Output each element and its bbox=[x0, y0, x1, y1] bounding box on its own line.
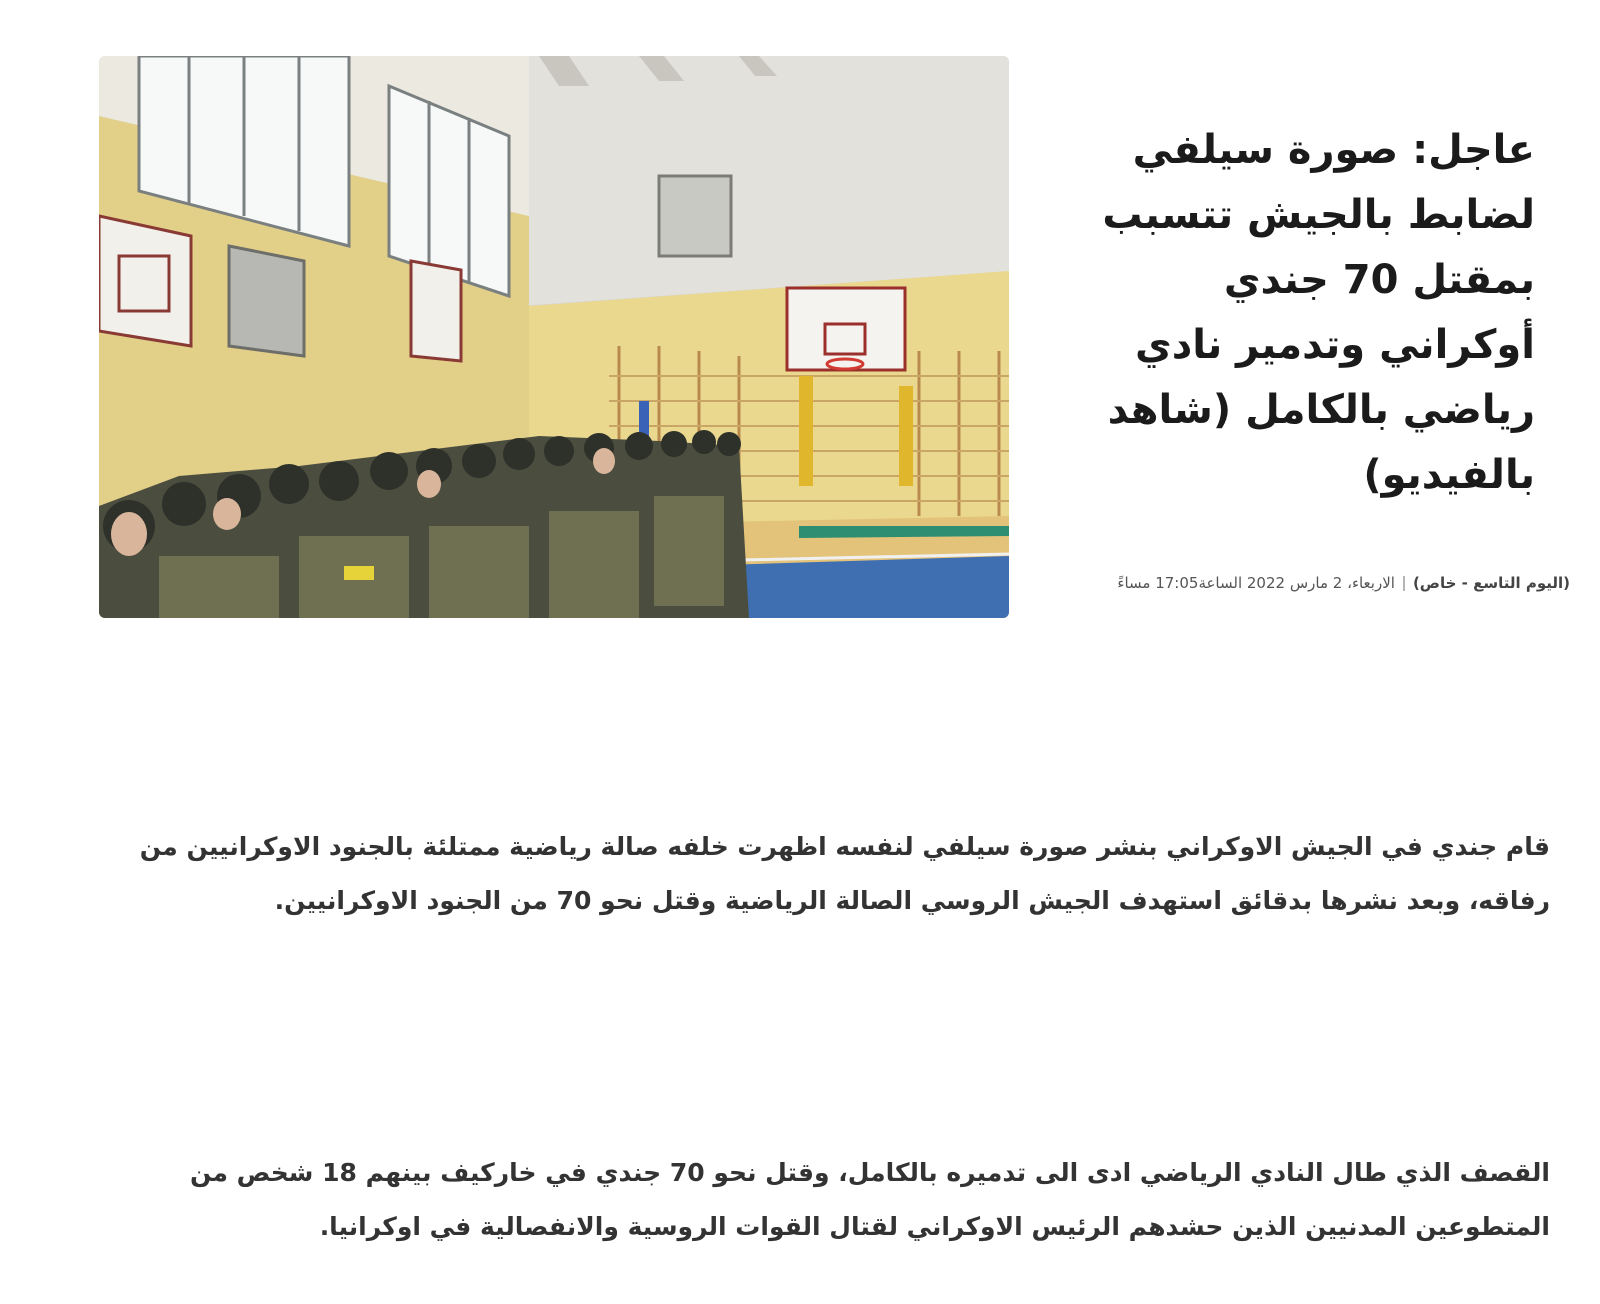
article-paragraph: قام جندي في الجيش الاوكراني بنشر صورة سيلفي لنفسه اظهرت خلفه صالة رياضية ممتلئة بالجنود الاوكرانيين من رفاقه، وبعد نشرها بدقائق استهدف الجيش الروسي الصالة الرياضية وقتل نحو 70 من الجنود الاوكرانيين. bbox=[139, 832, 1550, 915]
article-meta bbox=[1040, 574, 1570, 592]
photo-illustration bbox=[99, 56, 1009, 618]
article-photo[interactable] bbox=[99, 56, 1009, 618]
article-date: الاربعاء، 2 مارس 2022 الساعة17:05 مساءً bbox=[1117, 574, 1395, 592]
meta-divider bbox=[1403, 576, 1405, 591]
article-paragraph: القصف الذي طال النادي الرياضي ادى الى تدميره بالكامل، وقتل نحو 70 جندي في خاركيف بينهم 18 شخص من المتطوعين المدنيين الذين حشدهم الرئيس الاوكراني لقتال القوات الروسية والانفصالية في اوكرانيا. bbox=[190, 1158, 1550, 1241]
article-source: (اليوم التاسع - خاص) bbox=[1412, 574, 1570, 592]
article-headline: عاجل: صورة سيلفي لضابط بالجيش تتسبب بمقتل 70 جندي أوكراني وتدمير نادي رياضي بالكامل (شاهد بالفيديو) bbox=[1102, 127, 1535, 498]
